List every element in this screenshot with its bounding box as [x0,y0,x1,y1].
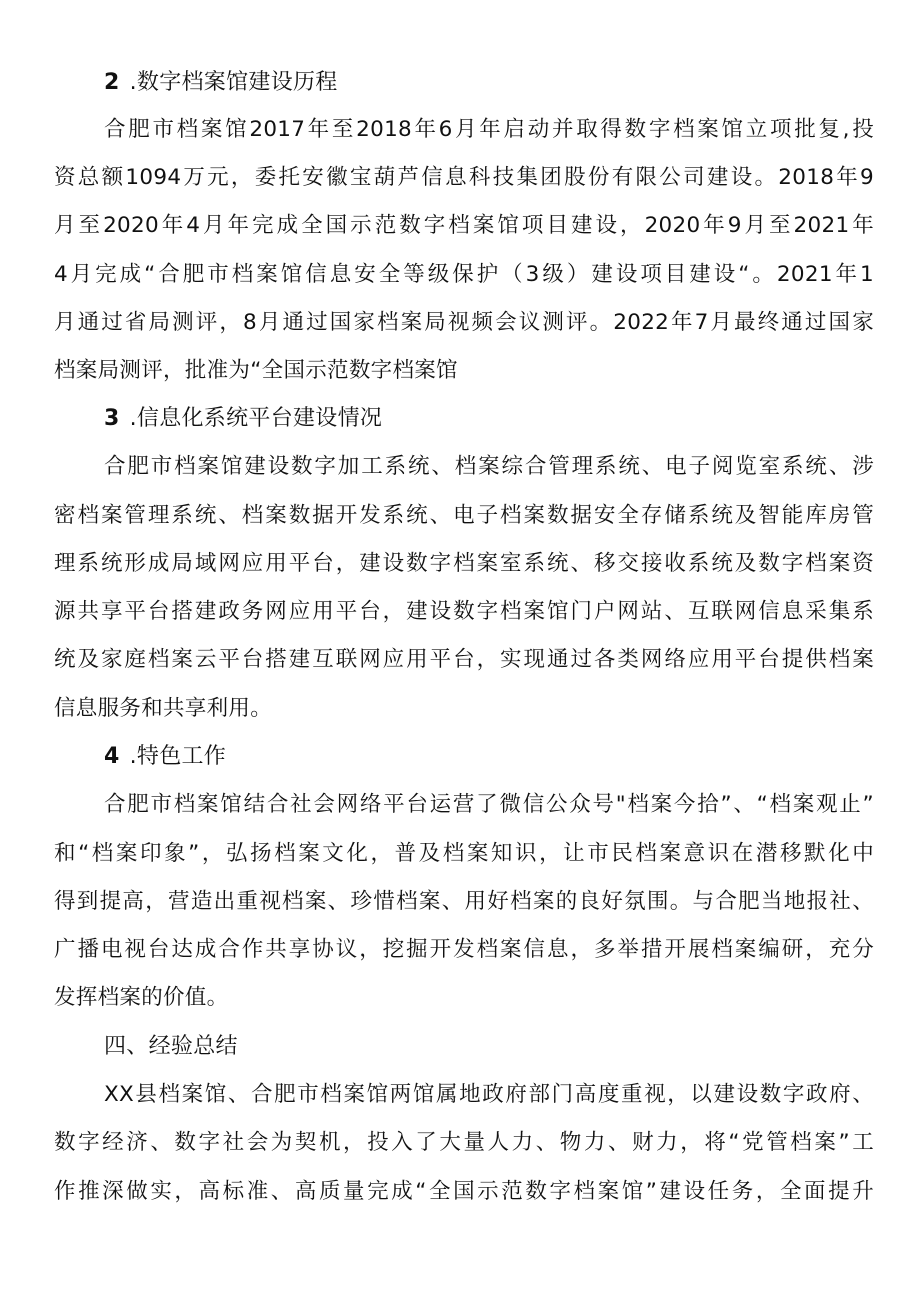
paragraph-line: 信息服务和共享利用。 [54,696,273,721]
paragraph-line: 档案局测评，批准为“全国示范数字档案馆 [54,358,458,383]
paragraph-line: 作推深做实，高标准、高质量完成“全国示范数字档案馆”建设任务，全面提升 [54,1179,874,1204]
paragraph-line: 资总额1094万元，委托安徽宝葫芦信息科技集团股份有限公司建设。2018年9 [54,165,874,190]
paragraph-line: 合肥市档案馆建设数字加工系统、档案综合管理系统、电子阅览室系统、涉 [104,454,874,479]
paragraph-line: 广播电视台达成合作共享协议，挖掘开发档案信息，多举措开展档案编研，充分 [54,937,874,962]
paragraph-line: 统及家庭档案云平台搭建互联网应用平台，实现通过各类网络应用平台提供档案 [54,647,874,672]
paragraph-line: 月至2020年4月年完成全国示范数字档案馆项目建设，2020年9月至2021年 [54,213,874,238]
paragraph-line: 发挥档案的价值。 [54,985,229,1010]
section-number: 3 [104,406,120,431]
paragraph-line: 理系统形成局域网应用平台，建设数字档案室系统、移交接收系统及数字档案资 [54,551,874,576]
section-number: 2 [104,70,120,95]
paragraph-line: 合肥市档案馆结合社会网络平台运营了微信公众号"档案今拾”、“档案观止” [104,792,874,817]
section-number: 4 [104,744,120,769]
paragraph-line: 源共享平台搭建政务网应用平台，建设数字档案馆门户网站、互联网信息采集系 [54,599,874,624]
paragraph-line: XX县档案馆、合肥市档案馆两馆属地政府部门高度重视，以建设数字政府、 [104,1082,874,1107]
section-title: .数字档案馆建设历程 [129,70,338,95]
paragraph-line: 和“档案印象”，弘扬档案文化，普及档案知识，让市民档案意识在潜移默化中 [54,841,874,866]
paragraph-line: 月通过省局测评，8月通过国家档案局视频会议测评。2022年7月最终通过国家 [54,310,874,335]
paragraph-line: 数字经济、数字社会为契机，投入了大量人力、物力、财力，将“党管档案”工 [54,1130,874,1155]
section-heading-3 [104,404,874,434]
paragraph-line: 得到提高，营造出重视档案、珍惜档案、用好档案的良好氛围。与合肥当地报社、 [54,889,874,914]
paragraph-line: 合肥市档案馆2017年至2018年6月年启动并取得数字档案馆立项批复,投 [104,117,874,142]
section-heading-4 [104,742,874,772]
section-title: .信息化系统平台建设情况 [129,406,383,431]
section-heading-summary: 四、经验总结 [104,1034,238,1059]
paragraph-line: 密档案管理系统、档案数据开发系统、电子档案数据安全存储系统及智能库房管 [54,503,874,528]
section-title: .特色工作 [129,744,227,769]
section-heading-2 [104,68,874,98]
paragraph-line: 4月完成“合肥市档案馆信息安全等级保护（3级）建设项目建设“。2021年1 [54,262,874,287]
